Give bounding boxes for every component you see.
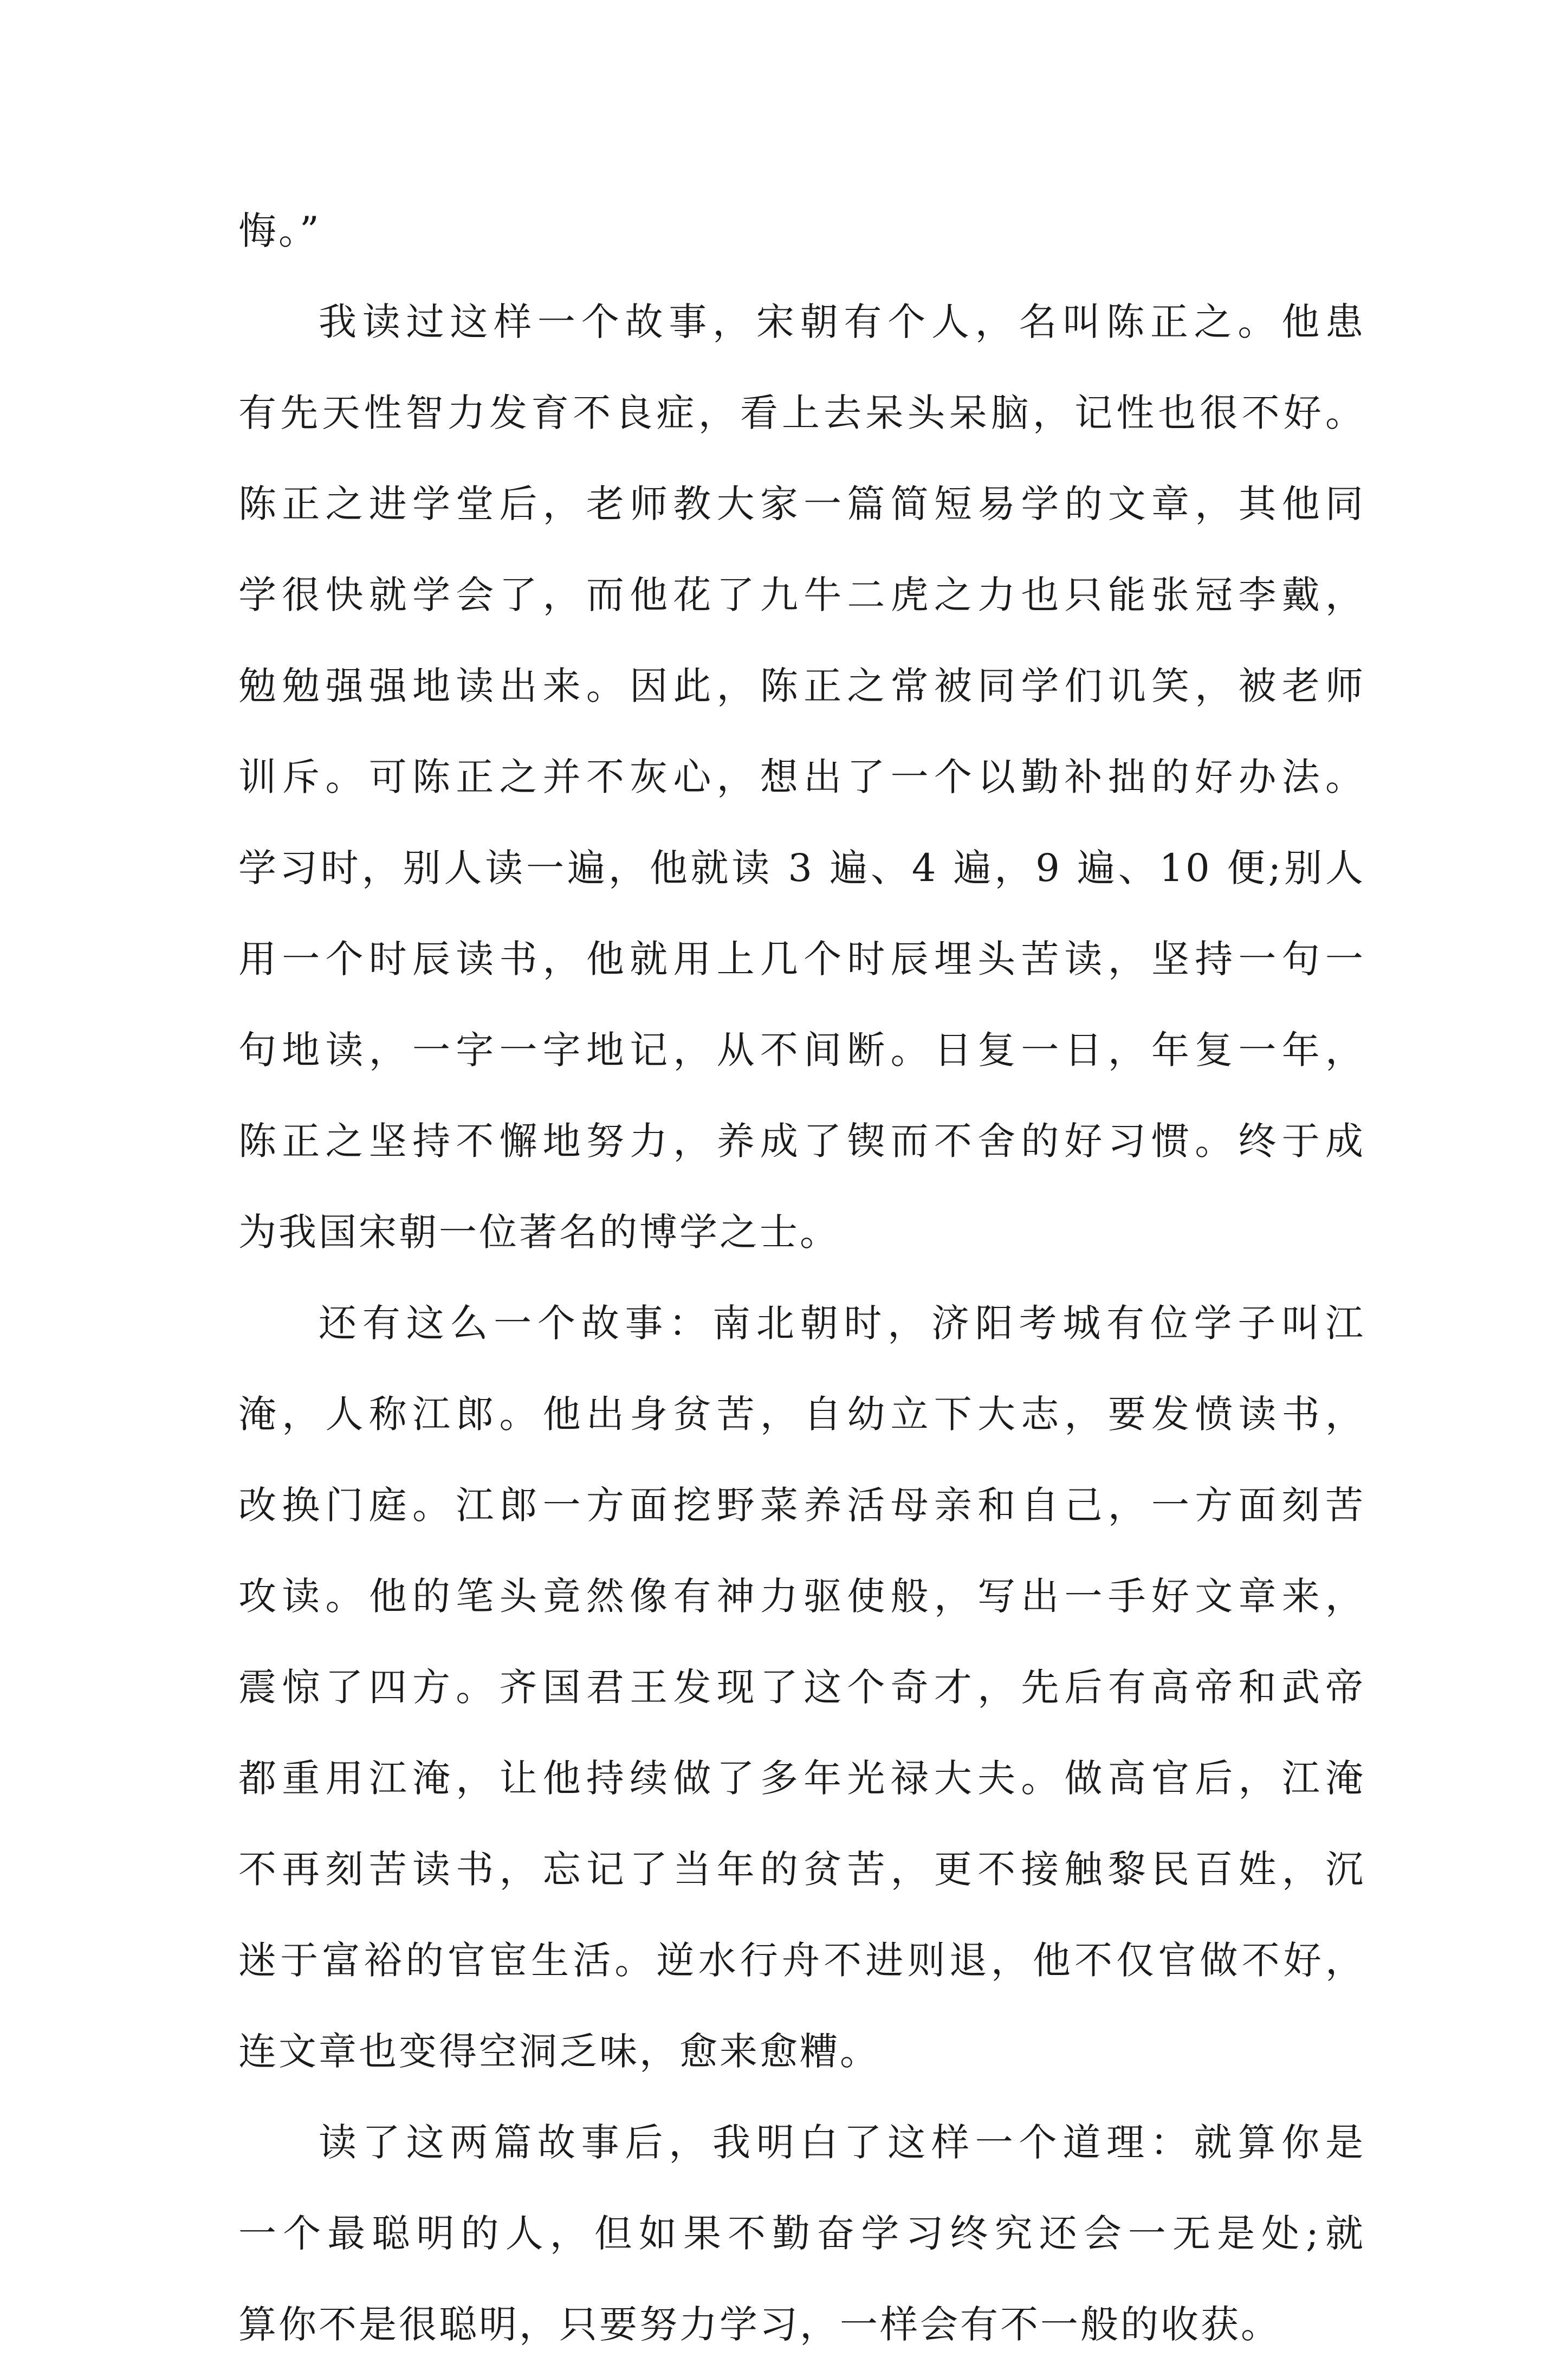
text-line: 读了这两篇故事后，我明白了这样一个道理：就算你是	[319, 2120, 1365, 2165]
text-line: 学很快就学会了，而他花了九牛二虎之力也只能张冠李戴，	[238, 573, 1365, 617]
paragraph	[238, 185, 1365, 276]
text-line: 陈正之进学堂后，老师教大家一篇简短易学的文章，其他同	[238, 482, 1365, 526]
text-line: 都重用江淹，让他持续做了多年光禄大夫。做高官后，江淹	[238, 1756, 1365, 1801]
text-line: 一个最聪明的人，但如果不勤奋学习终究还会一无是处;就	[238, 2211, 1365, 2256]
text-line: 连文章也变得空洞乏味，愈来愈糟。	[238, 2029, 880, 2074]
text-line: 陈正之坚持不懈地努力，养成了锲而不舍的好习惯。终于成	[238, 1119, 1365, 1163]
text-line: 训斥。可陈正之并不灰心，想出了一个以勤补拙的好办法。	[238, 755, 1365, 799]
paragraph	[238, 1278, 1365, 2097]
document-body	[238, 185, 1365, 2370]
text-line: 我读过这样一个故事，宋朝有个人，名叫陈正之。他患	[319, 300, 1365, 344]
paragraph	[238, 276, 1365, 1278]
text-line: 为我国宋朝一位著名的博学之士。	[238, 1210, 840, 1254]
text-line: 改换门庭。江郎一方面挖野菜养活母亲和自己，一方面刻苦	[238, 1483, 1365, 1527]
text-line: 用一个时辰读书，他就用上几个时辰埋头苦读，坚持一句一	[238, 937, 1365, 981]
paragraph	[238, 2097, 1365, 2370]
text-line: 攻读。他的笔头竟然像有神力驱使般，写出一手好文章来，	[238, 1574, 1365, 1618]
text-line: 有先天性智力发育不良症，看上去呆头呆脑，记性也很不好。	[238, 391, 1365, 435]
text-line: 句地读，一字一字地记，从不间断。日复一日，年复一年，	[238, 1028, 1365, 1072]
text-line: 淹，人称江郎。他出身贫苦，自幼立下大志，要发愤读书，	[238, 1392, 1365, 1436]
text-line: 算你不是很聪明，只要努力学习，一样会有不一般的收获。	[238, 2302, 1281, 2347]
text-line: 学习时，别人读一遍，他就读 3 遍、4 遍，9 遍、10 便;别人	[238, 846, 1365, 890]
text-line: 迷于富裕的官宦生活。逆水行舟不进则退，他不仅官做不好，	[238, 1938, 1365, 1983]
text-line: 不再刻苦读书，忘记了当年的贫苦，更不接触黎民百姓，沉	[238, 1847, 1365, 1892]
text-line: 勉勉强强地读出来。因此，陈正之常被同学们讥笑，被老师	[238, 664, 1365, 708]
text-line: 悔。”	[238, 209, 321, 253]
text-line: 震惊了四方。齐国君王发现了这个奇才，先后有高帝和武帝	[238, 1665, 1365, 1709]
text-line: 还有这么一个故事：南北朝时，济阳考城有位学子叫江	[319, 1301, 1365, 1345]
